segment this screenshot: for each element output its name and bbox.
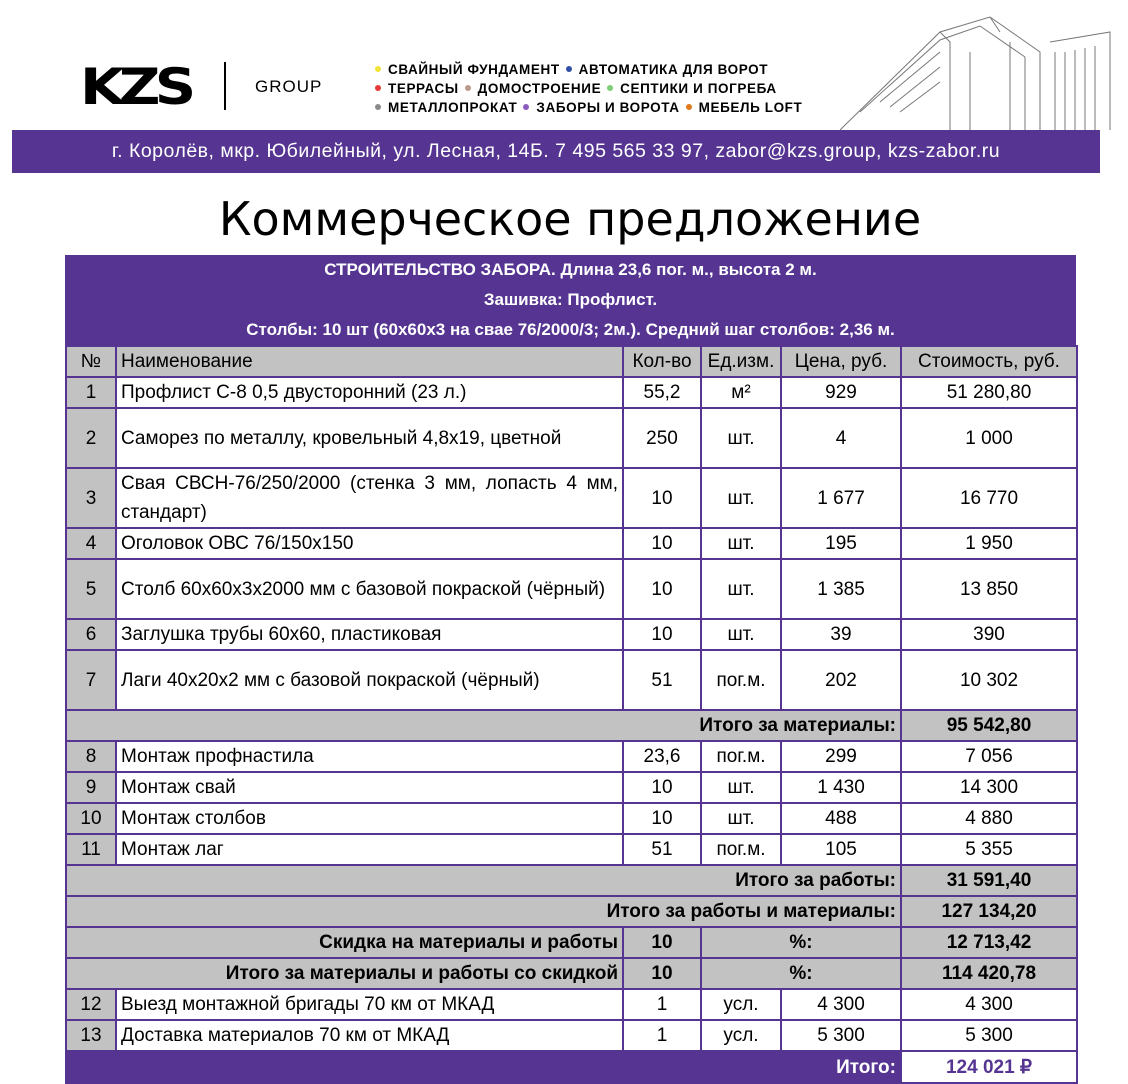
- row-number: 1: [66, 377, 116, 408]
- item-qty: 10: [623, 468, 701, 528]
- item-cost: 390: [901, 619, 1077, 650]
- bullet-dot-icon: [523, 104, 529, 110]
- item-cost: 4 880: [901, 803, 1077, 834]
- row-number: 3: [66, 468, 116, 528]
- item-unit: пог.м.: [701, 650, 781, 710]
- item-price: 39: [781, 619, 901, 650]
- services-line: [373, 98, 806, 117]
- subtotal-label: Итого за работы:: [66, 865, 901, 896]
- col-header-unit: Ед.изм.: [701, 346, 781, 377]
- kzs-logo: KZS: [80, 58, 191, 116]
- item-cost: 13 850: [901, 559, 1077, 619]
- row-number: 4: [66, 528, 116, 559]
- table-row: [66, 408, 1077, 468]
- logo-divider: [224, 62, 226, 110]
- item-unit: шт.: [701, 803, 781, 834]
- item-qty: 1: [623, 1020, 701, 1051]
- item-name: Лаги 40х20х2 мм с базовой покраской (чёрный): [116, 650, 623, 710]
- logo-group-text: GROUP: [255, 77, 323, 96]
- item-unit: шт.: [701, 528, 781, 559]
- item-price: 929: [781, 377, 901, 408]
- item-qty: 10: [623, 559, 701, 619]
- item-qty: 51: [623, 650, 701, 710]
- house-illustration: [840, 12, 1120, 130]
- item-cost: 51 280,80: [901, 377, 1077, 408]
- item-price: 1 677: [781, 468, 901, 528]
- grand-total-row: [66, 1051, 1077, 1083]
- row-number: 2: [66, 408, 116, 468]
- item-name: Саморез по металлу, кровельный 4,8х19, цветной: [116, 408, 623, 468]
- heading-line: СТРОИТЕЛЬСТВО ЗАБОРА. Длина 23,6 пог. м., высота 2 м.: [324, 260, 817, 279]
- services-line: [373, 79, 806, 98]
- discount-unit: %:: [701, 958, 901, 989]
- item-name: Монтаж лаг: [116, 834, 623, 865]
- item-price: 488: [781, 803, 901, 834]
- item-price: 299: [781, 741, 901, 772]
- col-header-num: №: [66, 346, 116, 377]
- table-row: [66, 772, 1077, 803]
- item-cost: 1 000: [901, 408, 1077, 468]
- service-label: СВАЙНЫЙ ФУНДАМЕНТ: [388, 62, 560, 77]
- heading-line: Зашивка: Профлист.: [483, 290, 658, 309]
- row-number: 6: [66, 619, 116, 650]
- item-name: Монтаж свай: [116, 772, 623, 803]
- item-unit: шт.: [701, 619, 781, 650]
- discount-row: [66, 927, 1077, 958]
- subtotal-value: 127 134,20: [901, 896, 1077, 927]
- item-cost: 5 300: [901, 1020, 1077, 1051]
- row-number: 11: [66, 834, 116, 865]
- item-cost: 10 302: [901, 650, 1077, 710]
- item-name: Заглушка трубы 60х60, пластиковая: [116, 619, 623, 650]
- bullet-dot-icon: [607, 85, 613, 91]
- item-price: 105: [781, 834, 901, 865]
- item-price: 4: [781, 408, 901, 468]
- item-price: 1 385: [781, 559, 901, 619]
- row-number: 9: [66, 772, 116, 803]
- table-row: [66, 650, 1077, 710]
- row-number: 13: [66, 1020, 116, 1051]
- row-number: 8: [66, 741, 116, 772]
- row-number: 5: [66, 559, 116, 619]
- services-line: [373, 60, 806, 79]
- subtotal-row: [66, 865, 1077, 896]
- item-qty: 10: [623, 619, 701, 650]
- discount-percent: 10: [623, 958, 701, 989]
- table-row: [66, 528, 1077, 559]
- bullet-dot-icon: [375, 66, 381, 72]
- subtotal-row: [66, 896, 1077, 927]
- item-cost: 4 300: [901, 989, 1077, 1020]
- item-price: 195: [781, 528, 901, 559]
- contact-bar: г. Королёв, мкр. Юбилейный, ул. Лесная, 14Б. 7 495 565 33 97, zabor@kzs.group, kzs-zabor.ru: [12, 130, 1100, 173]
- table-row: [66, 619, 1077, 650]
- item-price: 202: [781, 650, 901, 710]
- item-cost: 7 056: [901, 741, 1077, 772]
- col-header-price: Цена, руб.: [781, 346, 901, 377]
- item-name: Столб 60х60х3х2000 мм с базовой покраской (чёрный): [116, 559, 623, 619]
- table-header-row: [66, 346, 1077, 377]
- bullet-dot-icon: [375, 104, 381, 110]
- item-unit: пог.м.: [701, 741, 781, 772]
- table-row: [66, 834, 1077, 865]
- service-label: ДОМОСТРОЕНИЕ: [477, 81, 602, 96]
- item-unit: шт.: [701, 468, 781, 528]
- service-label: ЗАБОРЫ И ВОРОТА: [536, 100, 680, 115]
- bullet-dot-icon: [465, 85, 471, 91]
- item-unit: м²: [701, 377, 781, 408]
- item-unit: шт.: [701, 559, 781, 619]
- item-qty: 51: [623, 834, 701, 865]
- discount-unit: %:: [701, 927, 901, 958]
- item-qty: 55,2: [623, 377, 701, 408]
- table-row: [66, 741, 1077, 772]
- row-number: 10: [66, 803, 116, 834]
- table-row: [66, 559, 1077, 619]
- table-row: [66, 989, 1077, 1020]
- item-price: 1 430: [781, 772, 901, 803]
- col-header-qty: Кол-во: [623, 346, 701, 377]
- item-cost: 5 355: [901, 834, 1077, 865]
- heading-line: Столбы: 10 шт (60х60х3 на свае 76/2000/3; 2м.). Средний шаг столбов: 2,36 м.: [246, 320, 895, 339]
- item-name: Доставка материалов 70 км от МКАД: [116, 1020, 623, 1051]
- discount-label: Скидка на материалы и работы: [66, 927, 623, 958]
- table-row: [66, 377, 1077, 408]
- services-list: [373, 60, 806, 117]
- item-unit: шт.: [701, 408, 781, 468]
- bullet-dot-icon: [566, 66, 572, 72]
- item-name: Монтаж столбов: [116, 803, 623, 834]
- discount-percent: 10: [623, 927, 701, 958]
- service-label: МЕБЕЛЬ LOFT: [698, 100, 803, 115]
- row-number: 7: [66, 650, 116, 710]
- quote-table: [65, 345, 1078, 1084]
- discount-value: 12 713,42: [901, 927, 1077, 958]
- item-name: Выезд монтажной бригады 70 км от МКАД: [116, 989, 623, 1020]
- item-name: Оголовок ОВС 76/150х150: [116, 528, 623, 559]
- item-cost: 1 950: [901, 528, 1077, 559]
- item-qty: 10: [623, 803, 701, 834]
- item-name: Свая СВСН-76/250/2000 (стенка 3 мм, лопасть 4 мм, стандарт): [116, 468, 623, 528]
- item-price: 4 300: [781, 989, 901, 1020]
- item-name: Монтаж профнастила: [116, 741, 623, 772]
- item-cost: 14 300: [901, 772, 1077, 803]
- service-label: СЕПТИКИ И ПОГРЕБА: [620, 81, 777, 96]
- grand-total-value: 124 021 ₽: [901, 1051, 1077, 1083]
- item-qty: 23,6: [623, 741, 701, 772]
- item-unit: усл.: [701, 1020, 781, 1051]
- subtotal-value: 95 542,80: [901, 710, 1077, 741]
- item-unit: усл.: [701, 989, 781, 1020]
- col-header-name: Наименование: [116, 346, 623, 377]
- table-row: [66, 1020, 1077, 1051]
- item-qty: 10: [623, 528, 701, 559]
- item-qty: 1: [623, 989, 701, 1020]
- service-label: МЕТАЛЛОПРОКАТ: [388, 100, 518, 115]
- grand-total-label: Итого:: [66, 1051, 901, 1083]
- discount-value: 114 420,78: [901, 958, 1077, 989]
- subtotal-value: 31 591,40: [901, 865, 1077, 896]
- service-label: ТЕРРАСЫ: [388, 81, 459, 96]
- item-unit: пог.м.: [701, 834, 781, 865]
- page-title: Коммерческое предложение: [218, 192, 922, 246]
- discount-row: [66, 958, 1077, 989]
- service-label: АВТОМАТИКА ДЛЯ ВОРОТ: [578, 62, 769, 77]
- subtotal-row: [66, 710, 1077, 741]
- item-qty: 10: [623, 772, 701, 803]
- subtotal-label: Итого за материалы:: [66, 710, 901, 741]
- subtotal-label: Итого за работы и материалы:: [66, 896, 901, 927]
- quote-sheet: [65, 255, 1076, 1084]
- item-name: Профлист С-8 0,5 двусторонний (23 л.): [116, 377, 623, 408]
- row-number: 12: [66, 989, 116, 1020]
- item-cost: 16 770: [901, 468, 1077, 528]
- col-header-cost: Стоимость, руб.: [901, 346, 1077, 377]
- bullet-dot-icon: [375, 85, 381, 91]
- sheet-heading: [65, 255, 1076, 345]
- item-qty: 250: [623, 408, 701, 468]
- discount-label: Итого за материалы и работы со скидкой: [66, 958, 623, 989]
- item-unit: шт.: [701, 772, 781, 803]
- item-price: 5 300: [781, 1020, 901, 1051]
- table-row: [66, 803, 1077, 834]
- table-row: [66, 468, 1077, 528]
- bullet-dot-icon: [686, 104, 692, 110]
